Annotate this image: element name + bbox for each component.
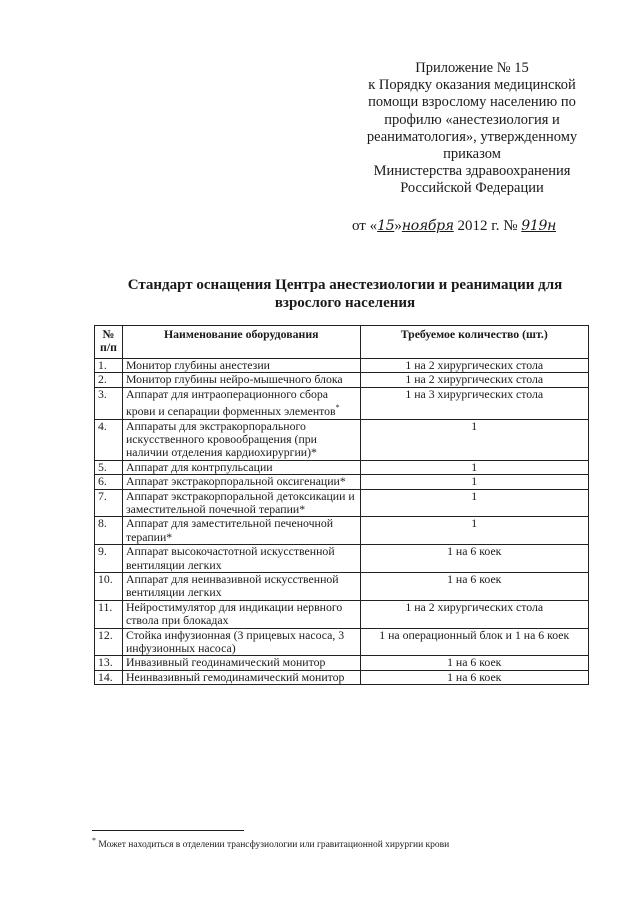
required-quantity: 1 на 2 хирургических стола: [360, 600, 588, 628]
table-row: [95, 359, 589, 373]
footnote-mark: *: [92, 836, 96, 845]
equipment-name: Аппарат экстракорпоральной детоксикации и заместительной почечной терапии*: [122, 489, 360, 517]
row-number: 5.: [95, 460, 123, 474]
equipment-name: Неинвазивный гемодинамический монитор: [122, 670, 360, 684]
equipment-name: Аппарат для контрпульсации: [122, 460, 360, 474]
table-row: [95, 460, 589, 474]
required-quantity: 1: [360, 489, 588, 517]
table-row: [95, 517, 589, 545]
table-body: [95, 359, 589, 685]
table-header-row: [95, 326, 589, 359]
required-quantity: 1 на 6 коек: [360, 545, 588, 573]
order-prefix: от «: [352, 218, 378, 234]
equipment-table: [94, 325, 589, 685]
equipment-name: Нейростимулятор для индикации нервного ствола при блокадах: [122, 600, 360, 628]
row-number: 1.: [95, 359, 123, 373]
table-row: [95, 419, 589, 460]
row-number: 9.: [95, 545, 123, 573]
appendix-line: реаниматология», утвержденному: [366, 128, 578, 145]
row-number: 4.: [95, 419, 123, 460]
row-number: 8.: [95, 517, 123, 545]
appendix-line: Министерства здравоохранения: [373, 163, 571, 180]
equipment-name: Аппарат высокочастотной искусственной вентиляции легких: [122, 545, 360, 573]
equipment-name: Монитор глубины нейро-мышечного блока: [122, 373, 360, 387]
equipment-name: Стойка инфузионная (3 прицевых насоса, 3 инфузионных насоса): [122, 628, 360, 656]
equipment-name: Аппараты для экстракорпорального искусственного кровообращения (при наличии отделения кардиохирургии)*: [122, 419, 360, 460]
row-number: 10.: [95, 573, 123, 601]
table-row: [95, 573, 589, 601]
equipment-name: Монитор глубины анестезии: [122, 359, 360, 373]
title-line-1: Стандарт оснащения Центра анестезиологии и реанимации для: [127, 277, 563, 293]
equipment-name: Аппарат экстракорпоральной оксигенации*: [122, 475, 360, 489]
footnote-divider: [92, 830, 244, 831]
equipment-name: Аппарат для неинвазивной искусственной вентиляции легких: [122, 573, 360, 601]
required-quantity: 1 на операционный блок и 1 на 6 коек: [360, 628, 588, 656]
required-quantity: 1 на 3 хирургических стола: [360, 387, 588, 419]
order-year: 2012 г. №: [453, 218, 522, 234]
row-number: 13.: [95, 656, 123, 670]
order-number: 919н: [521, 218, 557, 234]
equipment-name: Аппарат для заместительной печеночной терапии*: [122, 517, 360, 545]
appendix-header: [352, 60, 592, 198]
required-quantity: 1: [360, 517, 588, 545]
table-row: [95, 670, 589, 684]
appendix-line: Приложение № 15: [415, 60, 529, 76]
table-row: [95, 628, 589, 656]
row-number: 6.: [95, 475, 123, 489]
row-number: 2.: [95, 373, 123, 387]
table-row: [95, 373, 589, 387]
table-row: [95, 656, 589, 670]
required-quantity: 1 на 6 коек: [360, 573, 588, 601]
row-number: 7.: [95, 489, 123, 517]
required-quantity: 1 на 6 коек: [360, 670, 588, 684]
table-row: [95, 475, 589, 489]
appendix-line: к Порядку оказания медицинской: [368, 77, 576, 94]
order-mid: »: [394, 218, 402, 234]
order-date-number: [352, 218, 602, 235]
document-title: [105, 276, 585, 312]
header-name: Наименование оборудования: [122, 326, 360, 359]
required-quantity: 1: [360, 475, 588, 489]
required-quantity: 1: [360, 419, 588, 460]
row-number: 3.: [95, 387, 123, 419]
table-row: [95, 600, 589, 628]
required-quantity: 1: [360, 460, 588, 474]
required-quantity: 1 на 6 коек: [360, 656, 588, 670]
footnote: [92, 836, 449, 850]
appendix-line: профилю «анестезиология и: [384, 111, 560, 128]
table-row: [95, 387, 589, 419]
required-quantity: 1 на 2 хирургических стола: [360, 373, 588, 387]
footnote-text: Может находиться в отделении трансфузиологии или гравитационной хирургии крови: [96, 840, 450, 851]
equipment-name: Аппарат для интраоперационного сбора крови и сепарации форменных элементов*: [122, 387, 360, 419]
row-number: 12.: [95, 628, 123, 656]
header-qty: Требуемое количество (шт.): [360, 326, 588, 359]
footnote-ref: *: [335, 403, 340, 413]
appendix-line: Российской Федерации: [400, 180, 544, 197]
table-row: [95, 489, 589, 517]
table-row: [95, 545, 589, 573]
header-num: № п/п: [95, 326, 123, 359]
required-quantity: 1 на 2 хирургических стола: [360, 359, 588, 373]
equipment-name: Инвазивный геодинамический монитор: [122, 656, 360, 670]
appendix-line: помощи взрослому населению по: [368, 94, 576, 111]
row-number: 11.: [95, 600, 123, 628]
order-month: ноября: [401, 218, 454, 234]
title-line-2: взрослого населения: [274, 295, 416, 311]
appendix-line: приказом: [443, 146, 501, 163]
order-day: 15: [377, 218, 395, 234]
row-number: 14.: [95, 670, 123, 684]
